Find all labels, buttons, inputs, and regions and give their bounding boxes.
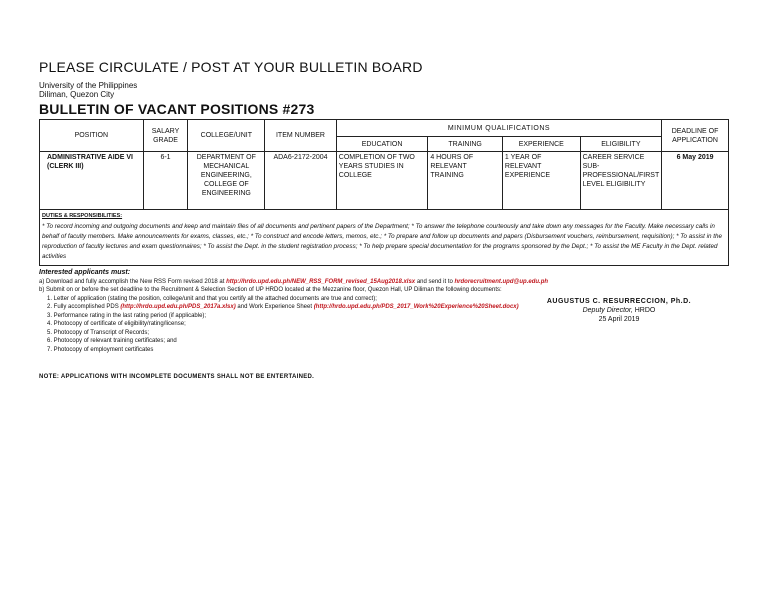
header-deadline: DEADLINE OF APPLICATION (662, 120, 729, 152)
bulletin-title: BULLETIN OF VACANT POSITIONS #273 (39, 101, 315, 117)
table-row (40, 152, 729, 210)
cell-eligibility: CAREER SERVICE SUB-PROFESSIONAL/FIRST LEVEL ELIGIBILITY (580, 152, 662, 210)
list-item: 1. Letter of application (stating the position, college/unit and that you certify all the attached documents are true and correct); (47, 295, 377, 302)
header-eligibility: ELIGIBILITY (580, 137, 662, 152)
header-experience: EXPERIENCE (502, 137, 580, 152)
list-item: 7. Photocopy of employment certificates (47, 346, 154, 353)
work-experience-sheet-link[interactable]: (http://hrdo.upd.edu.ph/PDS_2017_Work%20Experience%20Sheet.docx) (313, 304, 519, 310)
incomplete-documents-note: NOTE: APPLICATIONS WITH INCOMPLETE DOCUMENTS SHALL NOT BE ENTERTAINED. (39, 374, 315, 380)
item2-text: 2. Fully accomplished PDS (47, 304, 119, 310)
list-item: 5. Photocopy of Transcript of Records; (47, 329, 150, 336)
header-college-unit: COLLEGE/UNIT (188, 120, 265, 152)
header-salary-grade: SALARY GRADE (143, 120, 188, 152)
signatory-name: AUGUSTUS C. RESURRECCION, Ph.D. (546, 298, 692, 305)
cell-education: COMPLETION OF TWO YEARS STUDIES IN COLLEGE (336, 152, 428, 210)
cell-item-number: ADA6-2172-2004 (265, 152, 337, 210)
duties-text: * To record incoming and outgoing documents and keep and maintain files of all documents and pertinent papers of the Department; * To answer the telephone courteously and take down any messages for the Faculty. Make necessary calls in behalf of faculty members. Make announcements for exams, classes, etc.; * To construct and encode letters, memos, etc.; * To prepare and follow up documents and papers (Disbursement vouchers, reimbursement, requisition); * To assist in the reproduction of faculty lectures and exam questionnaires; * To assist the Dept. in the student registration process; * To help prepare special documentation for the programs sponsored by the Dept.; * To assist the ME Faculty in the Dept. related activities (42, 223, 723, 260)
university-location: Diliman, Quezon City (39, 90, 115, 99)
duties-title: DUTIES & RESPONSIBILITIES: (42, 213, 123, 219)
item2-mid: and Work Experience Sheet (237, 304, 313, 310)
instruction-a-mid: and send it to (416, 278, 453, 285)
instruction-b: b) Submit on or before the set deadline to the Recruitment & Selection Section of UP HRDO located at the Mezzanine floor, Quezon Hall, UP Diliman the following documents: (39, 287, 502, 293)
header-position: POSITION (40, 120, 144, 152)
signatory-office: HRDO (634, 307, 656, 314)
header-minimum-qualifications: MINIMUM QUALIFICATIONS (336, 120, 661, 137)
header-training: TRAINING (428, 137, 503, 152)
circulate-heading: PLEASE CIRCULATE / POST AT YOUR BULLETIN BOARD (39, 59, 423, 75)
header-item-number: ITEM NUMBER (265, 120, 337, 152)
signatory-role: Deputy Director, (582, 307, 633, 314)
cell-position: ADMINISTRATIVE AIDE VI (CLERK III) (40, 152, 144, 210)
instruction-a-text: a) Download and fully accomplish the New RSS Form revised 2018 at (39, 278, 225, 285)
cell-deadline: 6 May 2019 (662, 152, 729, 210)
cell-training: 4 HOURS OF RELEVANT TRAINING (428, 152, 503, 210)
duties-cell (40, 210, 729, 266)
list-item: 6. Photocopy of relevant training certificates; and (47, 338, 177, 344)
instruction-a (39, 278, 729, 287)
cell-salary-grade: 6-1 (143, 152, 188, 210)
header-education: EDUCATION (336, 137, 428, 152)
recruitment-email-link[interactable]: hrdorecruitment.upd@up.edu.ph (454, 278, 549, 285)
list-item: 3. Performance rating in the last rating period (if applicable); (47, 312, 207, 319)
cell-college-unit: DEPARTMENT OF MECHANICAL ENGINEERING, COLLEGE OF ENGINEERING (188, 152, 265, 210)
pds-link[interactable]: (http://hrdo.upd.edu.ph/PDS_2017a.xlsx) (120, 304, 236, 310)
list-item: 4. Photocopy of certificate of eligibility/rating/license; (47, 321, 186, 327)
signature-block (519, 297, 719, 324)
cell-experience: 1 YEAR OF RELEVANT EXPERIENCE (502, 152, 580, 210)
instructions-title: Interested applicants must: (39, 269, 131, 276)
rss-form-link[interactable]: http://hrdo.upd.edu.ph/NEW_RSS_FORM_revised_15Aug2018.xlsx (226, 278, 416, 285)
university-name: University of the Philippines (39, 81, 138, 90)
vacancy-table (39, 119, 729, 266)
signature-date: 25 April 2019 (598, 316, 640, 323)
